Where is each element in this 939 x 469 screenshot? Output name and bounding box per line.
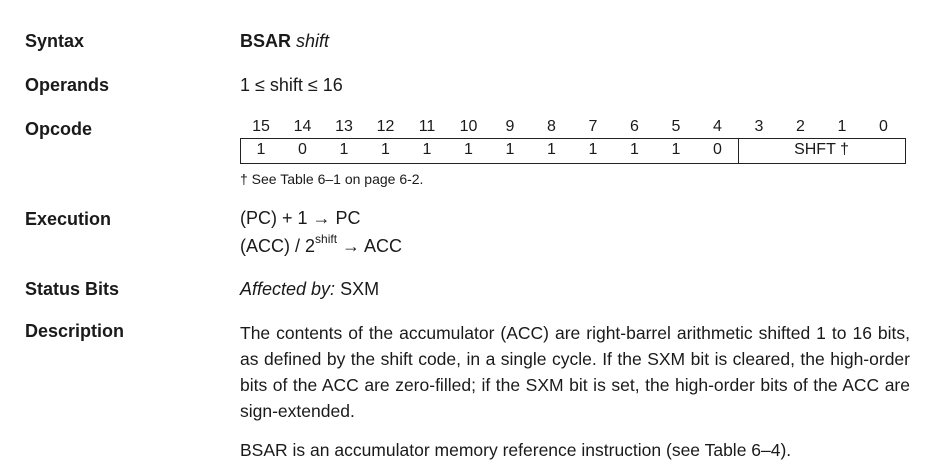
execution-line-2-suffix: → ACC [337,236,403,256]
bit-number: 14 [293,118,312,135]
status-bits-flag: SXM [335,279,380,299]
description-paragraph-2: BSAR is an accumulator memory reference instruction (see Table 6–4). [240,440,792,460]
syntax-value [240,31,329,52]
syntax-operand: shift [296,31,330,51]
bit-number-row [240,118,906,138]
bit-number: 15 [252,118,270,135]
syntax-mnemonic: BSAR [240,31,292,51]
bit-value: 1 [339,141,349,158]
opcode-label: Opcode [25,119,93,139]
execution-line-1: (PC) + 1 → PC [240,208,361,228]
bit-value: 1 [422,141,432,158]
bit-number: 7 [588,118,598,135]
syntax-label: Syntax [25,31,85,51]
execution-line-2-exponent: shift [315,232,338,246]
operands-label: Operands [25,75,110,95]
status-bits-label: Status Bits [25,279,120,299]
bit-number: 9 [505,118,515,135]
status-bits-prefix: Affected by: [240,279,336,299]
execution-line-2 [240,234,402,257]
bit-number: 5 [671,118,681,135]
bit-value-box [240,138,906,164]
bit-number: 13 [335,118,353,135]
bit-number: 3 [754,118,764,135]
bit-number: 1 [837,118,847,135]
shft-field: SHFT † [794,141,849,158]
bit-value: 1 [505,141,515,158]
bit-number: 6 [630,118,639,135]
execution-label: Execution [25,209,112,229]
execution-line-2-prefix: (ACC) / 2 [240,236,316,256]
description-paragraph-1: The contents of the accumulator (ACC) are right-barrel arithmetic shifted 1 to 16 bits, as defined by the shift code, in a single cycle. If the SXM bit is cleared, the high-order bits of the ACC are zero-filled; if the SXM bit is set, the high-order bits of the ACC are sign-extended. [240,323,910,421]
bit-value: 1 [588,141,598,158]
operands-range: 1 ≤ shift ≤ 16 [240,75,343,95]
bit-value: 1 [671,141,681,158]
bit-number: 0 [879,118,888,135]
bit-number: 10 [459,118,478,135]
bit-value: 1 [381,141,390,158]
bit-value: 0 [713,141,722,158]
bit-value: 0 [298,141,307,158]
bit-number: 2 [796,118,805,135]
bit-value: 1 [630,141,639,158]
bit-value: 1 [547,141,556,158]
bit-number: 12 [376,118,395,135]
status-bits-value [240,279,379,300]
opcode-table [240,118,906,158]
opcode-footnote: † See Table 6–1 on page 6-2. [240,171,424,187]
description-label: Description [25,321,125,341]
bit-value: 1 [464,141,473,158]
bit-number: 4 [713,118,722,135]
bit-number: 11 [418,118,436,135]
bit-number: 8 [547,118,556,135]
bit-value: 1 [256,141,266,158]
